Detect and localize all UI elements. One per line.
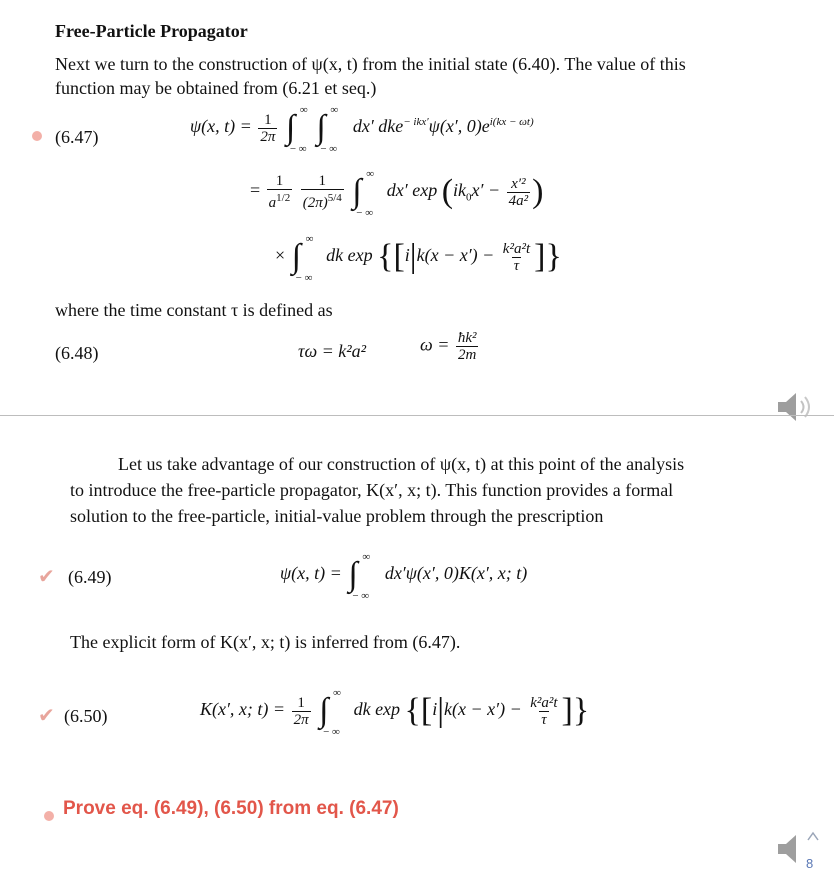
eq-649: ψ(x, t) = ∫ ∞ − ∞ dx′ψ(x′, 0)K(x′, x; t) xyxy=(280,551,528,602)
para-line-2: to introduce the free-particle propagator, K(x′, x; t). This function provides a formal xyxy=(70,480,674,500)
eq-650: K(x′, x; t) = $\frac{1}{2\pi}$ ∫ ∞ − ∞ dk exp {[i|k(x − x′) − $\frac{\text{k²a²t}}{\tau}$ ]} xyxy=(200,687,590,738)
eq-647-frac: $\frac{1}{2\pi}$ xyxy=(260,111,276,145)
bottom-slide xyxy=(0,416,834,882)
eq-647-line-3: × ∫ ∞ − ∞ dk exp {[i|k(x − x′) − $\frac{\text{k²a²t}}{\tau}$ ]} xyxy=(275,233,562,284)
top-slide xyxy=(0,0,834,415)
prove-annotation: Prove eq. (6.49), (6.50) from eq. (6.47) xyxy=(63,798,399,819)
check-icon: ✔ xyxy=(38,703,55,727)
explicit-text: The explicit form of K(x′, x; t) is inferred from (6.47). xyxy=(70,632,461,652)
eq-647-line-1: ψ(x, t) = $\frac{1}{2\pi}$ ∫ ∞ − ∞ ∫ ∞ − ∞ dx′ dke$^{- ikx'}$ψ(x′, $0)e^{i(kx - \omega t)}$ xyxy=(190,104,534,155)
integral-sign: ∫ ∞ − ∞ xyxy=(316,104,339,155)
eq-649-number: (6.49) xyxy=(68,567,112,587)
integral-sign: ∫ ∞ − ∞ xyxy=(319,687,341,738)
eq-647-lhs: ψ(x, t) = xyxy=(190,116,252,137)
bullet-marker xyxy=(44,811,54,821)
intro-line-2: function may be obtained from (6.21 et seq.) xyxy=(55,78,377,98)
integral-sign: ∫ ∞ − ∞ xyxy=(291,233,314,284)
integral-sign: ∫ ∞ − ∞ xyxy=(285,104,308,155)
where-text: where the time constant τ is defined as xyxy=(55,300,333,320)
para-line-3: solution to the free-particle, initial-value problem through the prescription xyxy=(70,506,604,526)
chevron-up-icon[interactable] xyxy=(806,828,820,844)
eq-648-number: (6.48) xyxy=(55,343,99,363)
eq-650-number: (6.50) xyxy=(64,706,108,726)
integral-sign: ∫ ∞ − ∞ xyxy=(348,551,371,602)
eq-647-line-2: = $\frac{1}{a^{1/2}}$ $\frac{1}{(2\pi)^{5/4}}$ ∫ ∞ − ∞ dx′ $\exp (ik_0x'$ − $\frac{\text{x′²}}{\text{4a²}}$ ) xyxy=(250,168,544,219)
section-title: Free-Particle Propagator xyxy=(55,21,248,41)
integral-sign: ∫ ∞ − ∞ xyxy=(352,168,375,219)
eq-647-number: (6.47) xyxy=(55,127,99,147)
eq-648-lhs: τω = k²a² xyxy=(298,341,367,361)
page-number: 8 xyxy=(806,856,814,871)
eq-648-omega: ω = $\frac{\text{ħk²}}{2m}$ xyxy=(420,330,477,363)
para-line-1: Let us take advantage of our construction of ψ(x, t) at this point of the analysis xyxy=(118,454,685,474)
speaker-icon[interactable] xyxy=(776,832,806,866)
bullet-marker xyxy=(32,131,42,141)
check-icon: ✔ xyxy=(38,564,55,588)
intro-line-1: Next we turn to the construction of ψ(x, t) from the initial state (6.40). The value of this xyxy=(55,54,686,74)
